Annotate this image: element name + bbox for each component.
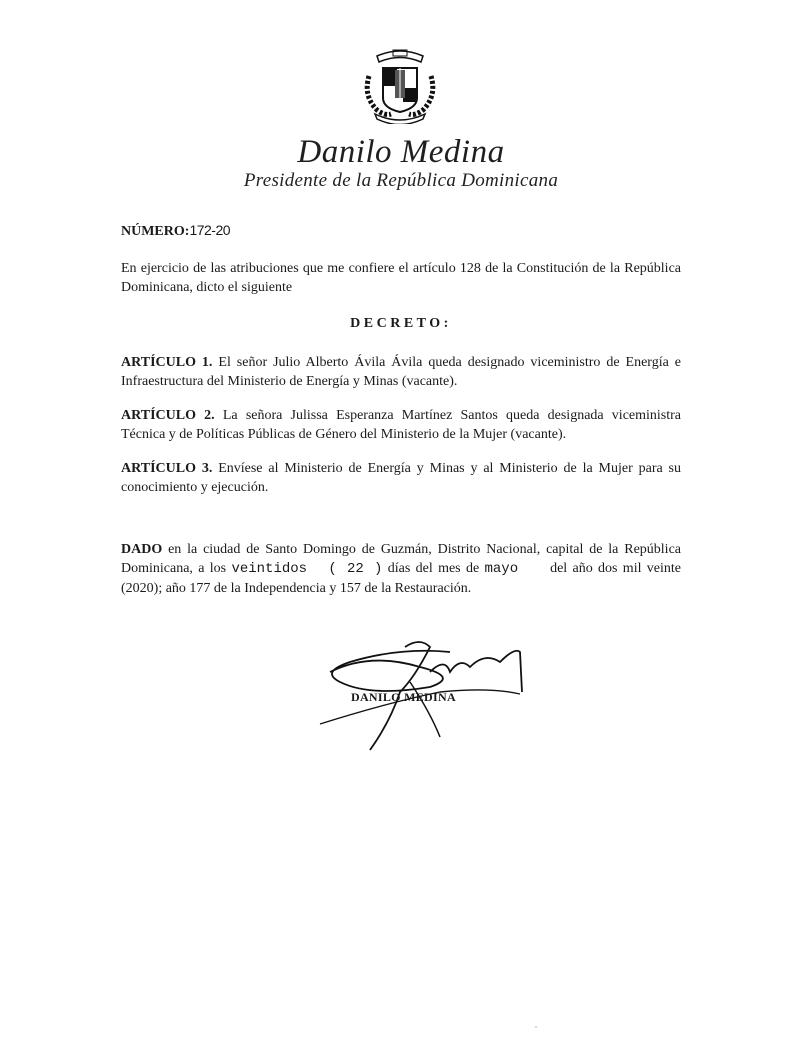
article-1	[121, 353, 681, 391]
decree-number-value: 172-20	[189, 222, 231, 238]
day-number: ( 22 )	[328, 561, 383, 577]
signatory-name: DANILO MEDINA	[351, 690, 456, 704]
closing-label: DADO	[121, 542, 163, 557]
closing-text-1: en la ciudad de Santo Domingo de Guzmán, Distrito Nacional, capital de la República Dominicana, a los	[121, 542, 681, 576]
preamble: En ejercicio de las atribuciones que me confiere el artículo 128 de la Constitución de la República Dominicana, dicto el siguiente	[121, 261, 681, 295]
day-words: veintidos	[231, 561, 308, 577]
closing-paragraph	[121, 540, 681, 598]
article-text: El señor Julio Alberto Ávila Ávila queda designado viceministro de Energía e Infraestructura del Ministerio de Energía y Minas (vacante).	[121, 355, 681, 389]
article-label: ARTÍCULO 3.	[121, 461, 213, 476]
article-label: ARTÍCULO 2.	[121, 408, 215, 423]
closing-text-2: días del mes de	[387, 561, 480, 576]
president-name-heading: Danilo Medina	[297, 134, 505, 170]
article-text: Envíese al Ministerio de Energía y Minas y al Ministerio de la Mujer para su conocimiento y ejecución.	[121, 461, 682, 495]
article-label: ARTÍCULO 1.	[121, 355, 213, 370]
decree-heading: DECRETO:	[350, 316, 452, 331]
article-2	[121, 406, 681, 444]
decree-number	[121, 222, 230, 240]
month: mayo	[484, 561, 519, 577]
article-text: La señora Julissa Esperanza Martínez Santos queda designada viceministra Técnica y de Políticas Públicas de Género del Ministerio de la Mujer (vacante).	[121, 408, 682, 442]
president-title: Presidente de la República Dominicana	[243, 170, 559, 191]
coat-of-arms-icon	[355, 46, 445, 124]
decree-number-label: NÚMERO:	[121, 224, 190, 239]
scan-artifact	[535, 1026, 537, 1028]
closing-text-3: del año dos mil veinte (2020); año 177 de la Independencia y 157 de la Restauración.	[121, 561, 682, 596]
article-3	[121, 459, 681, 497]
